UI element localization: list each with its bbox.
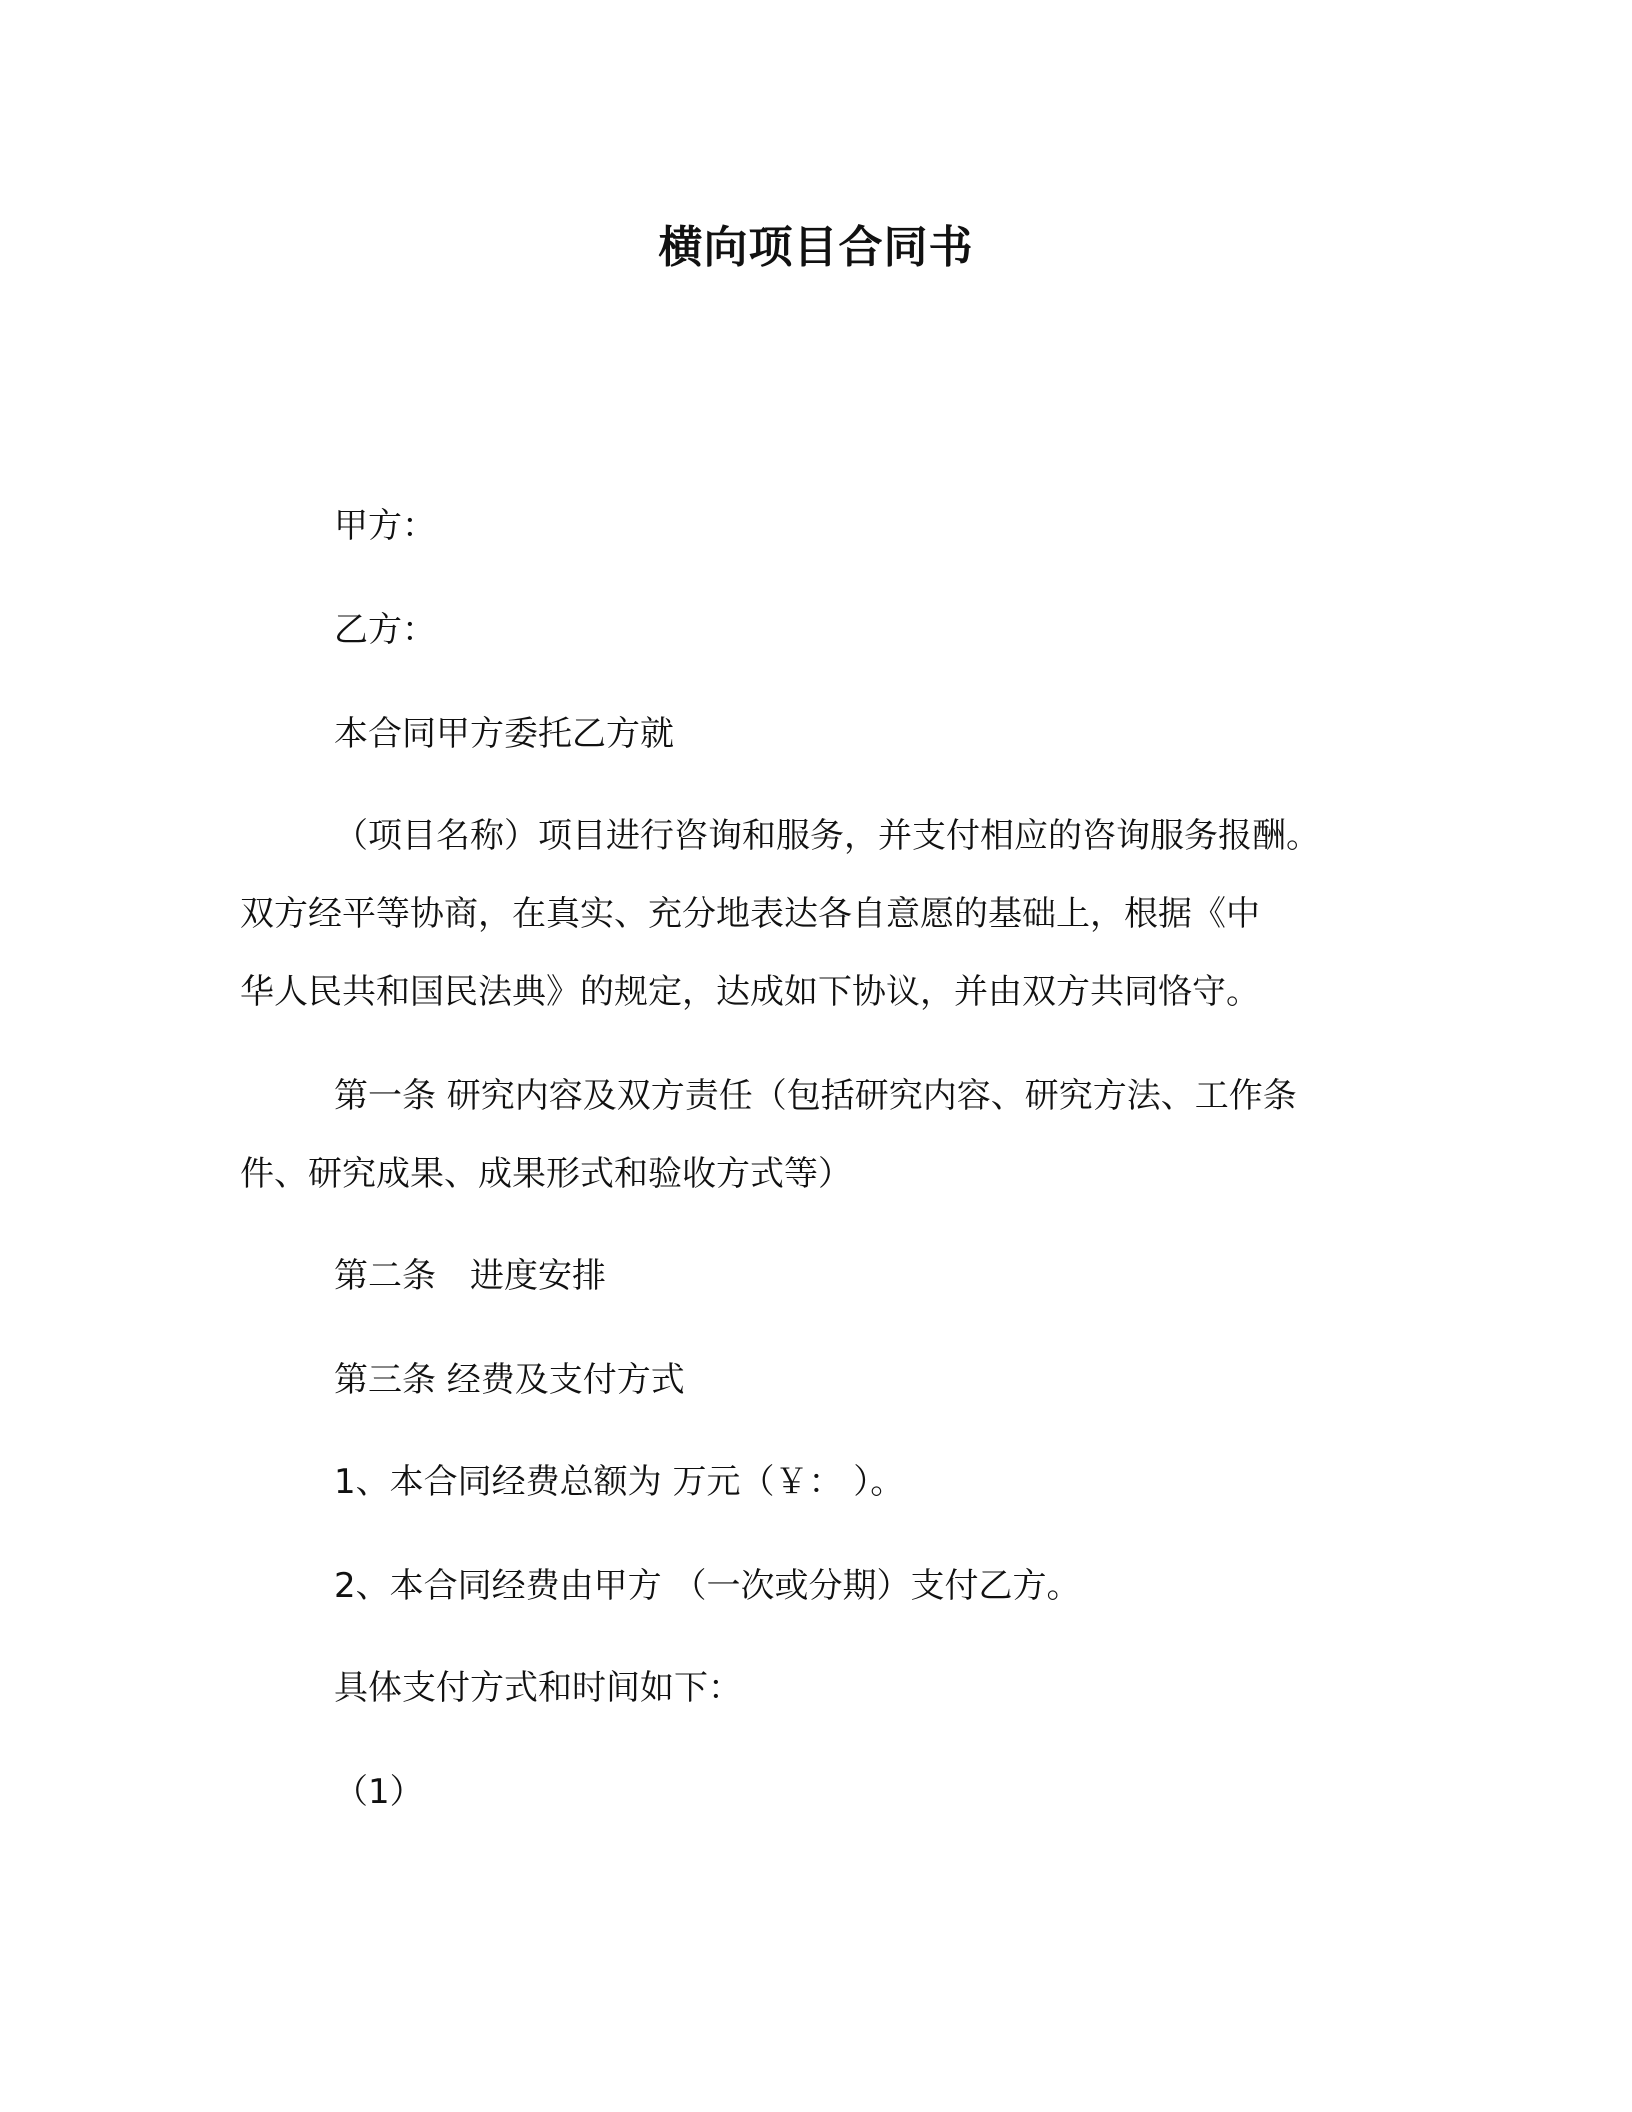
article-1-line-1: 第一条 研究内容及双方责任（包括研究内容、研究方法、工作条 <box>334 1076 1297 1116</box>
party-b-label: 乙方： <box>334 610 436 650</box>
payment-details-intro: 具体支付方式和时间如下： <box>334 1668 742 1708</box>
article-2-heading: 第二条 进度安排 <box>334 1256 606 1296</box>
party-a-label: 甲方： <box>334 506 436 546</box>
intro-line-4: 华人民共和国民法典》的规定，达成如下协议，并由双方共同恪守。 <box>240 972 1260 1012</box>
intro-line-1: 本合同甲方委托乙方就 <box>334 714 674 754</box>
article-3-heading: 第三条 经费及支付方式 <box>334 1360 685 1400</box>
intro-line-3: 双方经平等协商，在真实、充分地表达各自意愿的基础上，根据《中 <box>240 894 1260 934</box>
intro-line-2: （项目名称）项目进行咨询和服务，并支付相应的咨询服务报酬。 <box>334 816 1320 856</box>
document-title: 横向项目合同书 <box>658 222 974 273</box>
payment-method-item: 2、本合同经费由甲方 （一次或分期）支付乙方。 <box>334 1566 1081 1606</box>
contract-amount-item: 1、本合同经费总额为 万元（￥： ）。 <box>334 1462 905 1502</box>
payment-sub-item-1: （1） <box>334 1772 424 1812</box>
article-1-line-2: 件、研究成果、成果形式和验收方式等） <box>240 1154 852 1194</box>
